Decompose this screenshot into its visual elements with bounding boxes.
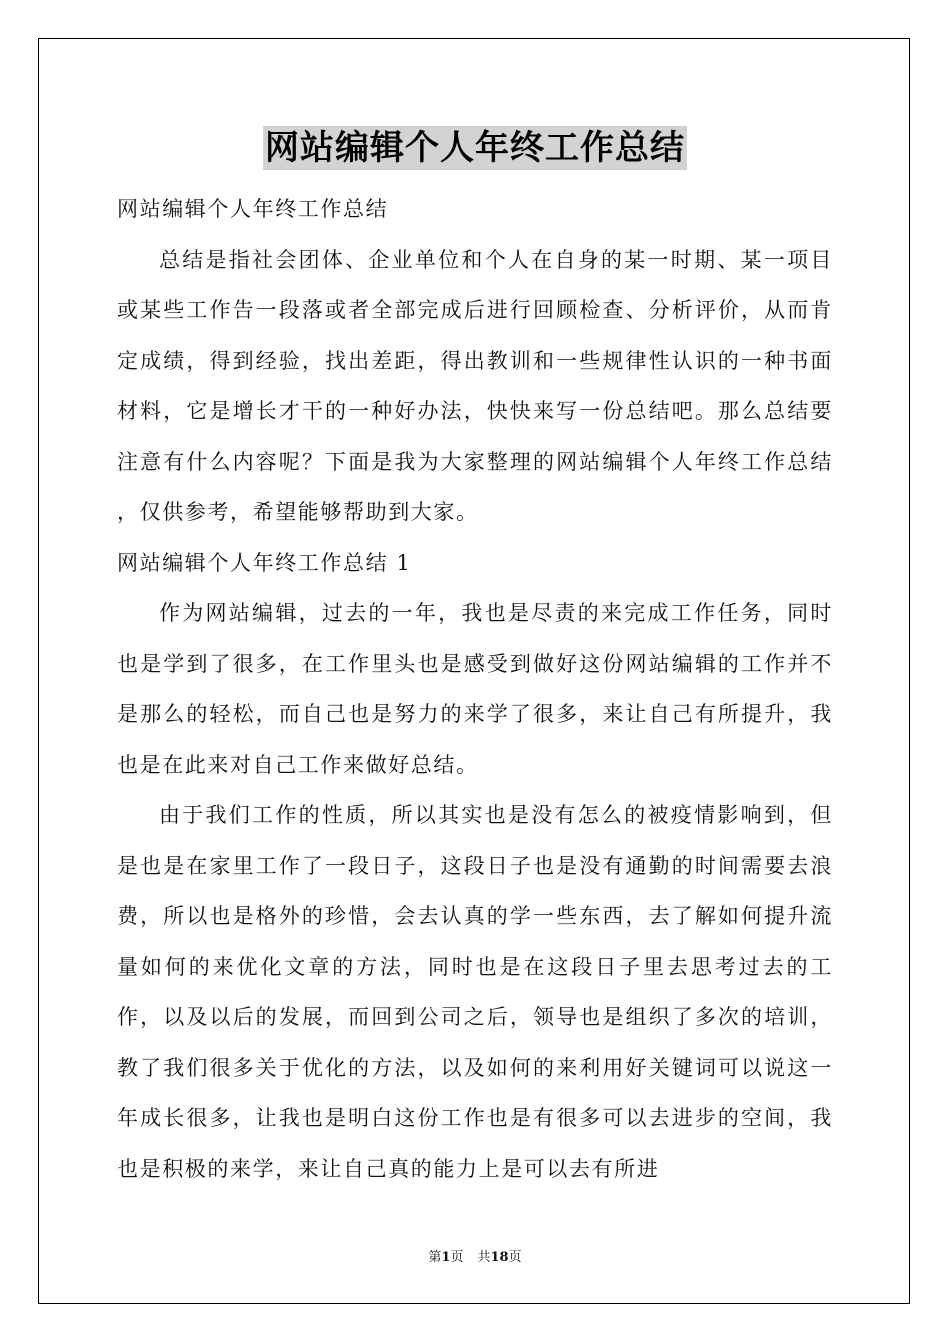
- page-current: 1: [441, 1250, 451, 1265]
- page-prefix: 第: [428, 1250, 442, 1265]
- page-footer: [0, 1246, 950, 1265]
- total-prefix: 共: [477, 1250, 491, 1265]
- total-suffix: 页: [508, 1250, 522, 1265]
- document-title: 网站编辑个人年终工作总结: [265, 128, 685, 168]
- page-total: 18: [490, 1250, 509, 1265]
- title-container: [0, 126, 950, 170]
- intro-paragraph: 总结是指社会团体、企业单位和个人在自身的某一时期、某一项目或某些工作告一段落或者全部完成后进行回顾检查、分析评价，从而肯定成绩，得到经验，找出差距，得出教训和一些规律性认识的一种书面材料，它是增长才干的一种好办法，快快来写一份总结吧。那么总结要注意有什么内容呢？下面是我为大家整理的网站编辑个人年终工作总结 ，仅供参考，希望能够帮助到大家。: [117, 247, 833, 524]
- subtitle-paragraph: 网站编辑个人年终工作总结: [117, 197, 389, 221]
- body-paragraph-1: 作为网站编辑，过去的一年，我也是尽责的来完成工作任务，同时也是学到了很多，在工作里头也是感受到做好这份网站编辑的工作并不是那么的轻松，而自己也是努力的来学了很多，来让自己有所提升，我也是在此来对自己工作来做好总结。: [117, 601, 833, 777]
- body-paragraph-2: 由于我们工作的性质，所以其实也是没有怎么的被疫情影响到，但是也是在家里工作了一段日子，这段日子也是没有通勤的时间需要去浪费，所以也是格外的珍惜，会去认真的学一些东西，去了解如何提升流量如何的来优化文章的方法，同时也是在这段日子里去思考过去的工作，以及以后的发展，而回到公司之后，领导也是组织了多次的培训，教了我们很多关于优化的方法，以及如何的来利用好关键词可以说这一年成长很多，让我也是明白这份工作也是有很多可以去进步的空间，我也是积极的来学，来让自己真的能力上是可以去有所进: [117, 803, 833, 1181]
- document-body: [117, 184, 833, 1194]
- page-suffix: 页: [450, 1250, 464, 1265]
- section-heading: 网站编辑个人年终工作总结 1: [117, 550, 412, 575]
